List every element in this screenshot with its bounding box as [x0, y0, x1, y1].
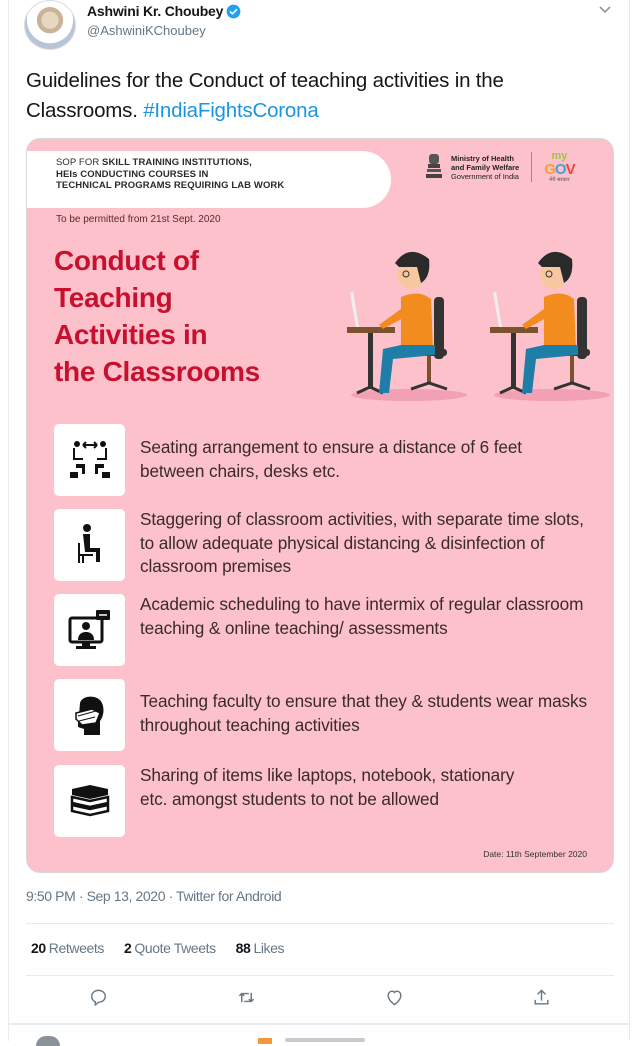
mygov-my: my [551, 150, 568, 162]
headline-line-2: Teaching [54, 282, 173, 313]
verified-badge-icon [226, 4, 241, 19]
headline-line-3: Activities in [54, 319, 208, 350]
icon-tile [54, 679, 125, 751]
sop-title [56, 157, 284, 192]
infographic-image[interactable] [26, 138, 614, 873]
mygov-tagline: मेरी सरकार [549, 177, 570, 183]
reply-icon [89, 988, 108, 1007]
likes-count: 88 [235, 940, 251, 956]
quote-tweets-stat[interactable] [124, 940, 216, 956]
author-name-row[interactable] [87, 3, 241, 19]
quote-label: Quote Tweets [134, 940, 216, 956]
author-handle[interactable]: @AshwiniKChoubey [87, 23, 206, 38]
guideline-item [54, 594, 600, 666]
share-button[interactable] [529, 985, 553, 1009]
sop-line-1: SKILL TRAINING INSTITUTIONS, [102, 157, 252, 168]
retweets-count: 20 [31, 940, 46, 956]
headline-line-1: Conduct of [54, 245, 199, 276]
seated-person-icon [66, 521, 114, 569]
retweet-icon [237, 988, 256, 1007]
divider [26, 923, 614, 924]
infographic-date: Date: 11th September 2020 [483, 849, 587, 859]
guideline-text: Academic scheduling to have intermix of regular classroom teaching & online teaching/ assessments [140, 594, 584, 638]
face-mask-icon [66, 691, 114, 739]
guideline-text: Teaching faculty to ensure that they & students wear masks throughout teaching activities [140, 691, 588, 735]
divider [26, 975, 614, 976]
sop-line-3: TECHNICAL PROGRAMS REQUIRING LAB WORK [56, 180, 285, 191]
likes-stat[interactable] [236, 940, 284, 956]
avatar[interactable] [24, 0, 76, 50]
mygov-logo [544, 151, 574, 183]
distance-seating-icon [66, 436, 114, 484]
next-tweet-text [285, 1038, 365, 1042]
guideline-text: Sharing of items like laptops, notebook, stationary etc. amongst students to not be allowed [140, 765, 515, 809]
likes-label: Likes [253, 940, 285, 956]
next-tweet-avatar[interactable] [36, 1036, 60, 1046]
ministry-line-2: and Family Welfare [451, 162, 520, 172]
national-emblem-icon [425, 152, 443, 182]
headline-line-4: the Classrooms [54, 356, 260, 387]
logos [425, 151, 575, 183]
sop-prefix: SOP FOR [56, 157, 103, 168]
mygov-gov: GOV [544, 161, 575, 178]
tweet-timestamp[interactable]: 9:50 PM · Sep 13, 2020 · Twitter for Android [26, 888, 282, 904]
guideline-item [54, 509, 600, 581]
tweet-actions [26, 985, 614, 1015]
sop-line-2: HEIs CONDUCTING COURSES IN [56, 168, 209, 180]
tweet-text [26, 66, 616, 126]
ministry-line-3: Government of India [451, 171, 519, 181]
icon-tile [54, 765, 125, 837]
like-icon [385, 988, 404, 1007]
ministry-line-1: Ministry of Health [451, 153, 514, 163]
next-tweet-badge [258, 1038, 272, 1044]
guideline-text: Seating arrangement to ensure a distance of 6 feet between chairs, desks etc. [140, 437, 522, 481]
ministry-label [451, 154, 519, 181]
hashtag-link[interactable]: #IndiaFightsCorona [143, 99, 319, 122]
author-name[interactable]: Ashwini Kr. Choubey [87, 3, 224, 19]
permitted-date: To be permitted from 21st Sept. 2020 [56, 214, 221, 225]
student-at-desk-illustration [482, 237, 614, 407]
reply-button[interactable] [86, 985, 110, 1009]
retweets-stat[interactable] [31, 940, 104, 956]
chevron-down-icon[interactable] [598, 4, 612, 16]
online-teaching-icon [66, 606, 114, 654]
logo-divider [531, 152, 532, 182]
retweet-button[interactable] [234, 985, 258, 1009]
divider [9, 1023, 629, 1025]
guideline-item [54, 765, 540, 837]
tweet-stats [31, 940, 284, 956]
quote-count: 2 [123, 940, 132, 956]
icon-tile [54, 424, 125, 496]
like-button[interactable] [382, 985, 406, 1009]
icon-tile [54, 509, 125, 581]
retweets-label: Retweets [48, 940, 104, 956]
books-stack-icon [66, 777, 114, 825]
guideline-text: Staggering of classroom activities, with separate time slots, to allow adequate physical distancing & disinfection of classroom premises [140, 509, 584, 576]
guideline-item [54, 424, 540, 496]
student-at-desk-illustration [339, 237, 479, 407]
infographic-headline [54, 242, 260, 390]
guideline-item [54, 679, 600, 751]
icon-tile [54, 594, 125, 666]
share-icon [532, 988, 551, 1007]
tweet-body: Guidelines for the Conduct of teaching activities in the Classrooms. [26, 69, 504, 122]
